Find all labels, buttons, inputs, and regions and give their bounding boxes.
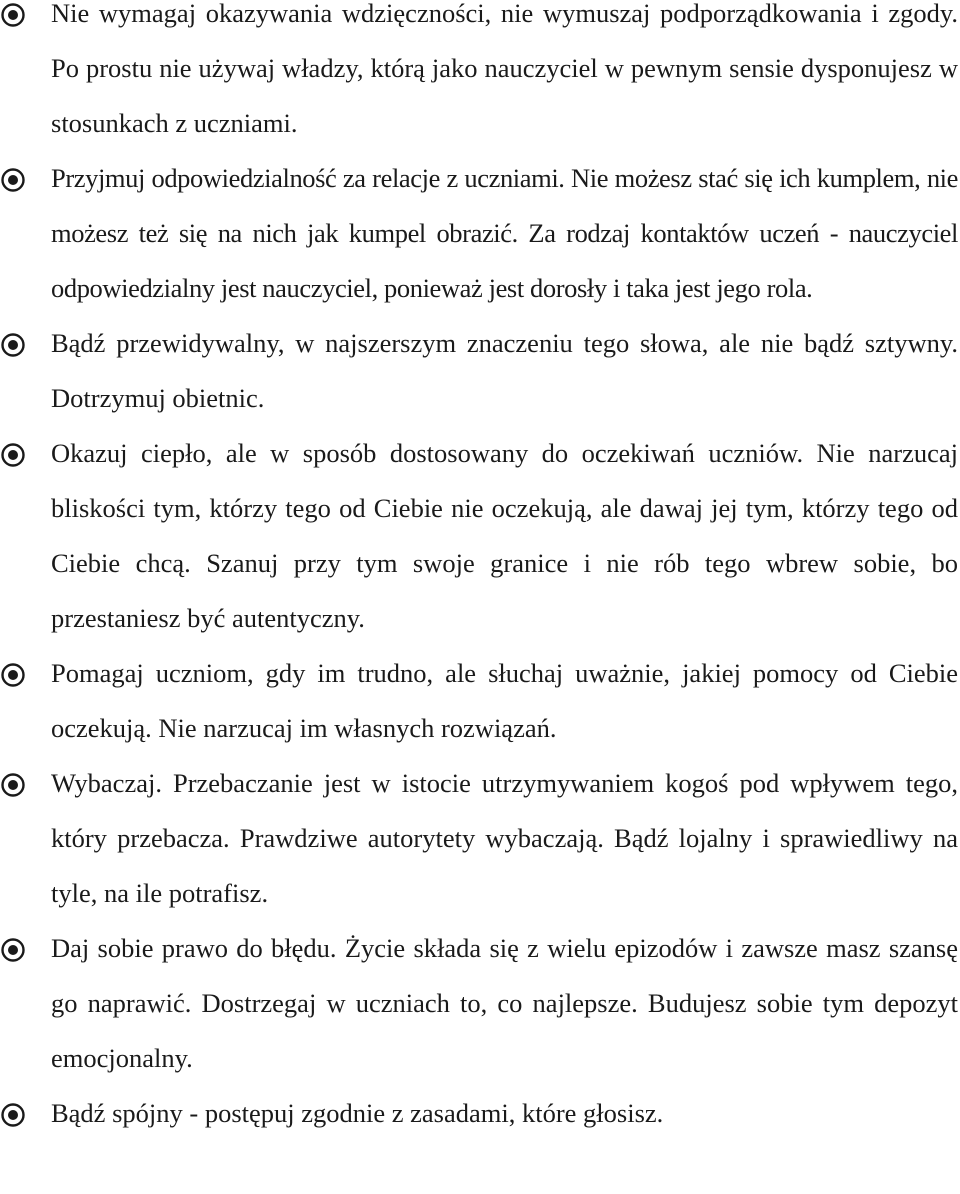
list-item-text: Okazuj ciepło, ale w sposób dostosowany do oczekiwań uczniów. Nie narzucaj bliskości tym, którzy tego od Ciebie nie oczekują, ale dawaj jej tym, którzy tego od Ciebie chcą. Szanuj przy tym swoje granice i nie rób tego wbrew sobie, bo przestaniesz być autentyczny.: [51, 438, 958, 633]
circled-dot-icon: [0, 772, 26, 798]
circled-dot-icon: [0, 442, 26, 468]
circled-dot-icon: [0, 332, 26, 358]
list-item: [0, 921, 958, 1086]
circled-dot-icon: [0, 937, 26, 963]
circled-dot-icon: [0, 662, 26, 688]
list-item-text: Bądź spójny - postępuj zgodnie z zasadami, które głosisz.: [51, 1098, 664, 1128]
circled-dot-icon: [0, 1102, 26, 1128]
list-item: [0, 426, 958, 646]
circled-dot-icon: [0, 2, 26, 28]
list-item-text: Daj sobie prawo do błędu. Życie składa się z wielu epizodów i zawsze masz szansę go naprawić. Dostrzegaj w uczniach to, co najlepsze. Budujesz sobie tym depozyt emocjonalny.: [51, 933, 958, 1073]
list-item: [0, 646, 958, 756]
list-item: [0, 316, 958, 426]
circled-dot-icon: [0, 167, 26, 193]
list-item-text: Nie wymagaj okazywania wdzięczności, nie wymuszaj podporządkowania i zgody. Po prostu nie używaj władzy, którą jako nauczyciel w pewnym sensie dysponujesz w stosunkach z uczniami.: [51, 0, 958, 138]
list-item: [0, 756, 958, 921]
list-item-text: Wybaczaj. Przebaczanie jest w istocie utrzymywaniem kogoś pod wpływem tego, który przebacza. Prawdziwe autorytety wybaczają. Bądź lojalny i sprawiedliwy na tyle, na ile potrafisz.: [51, 768, 958, 908]
list-item-text: Pomagaj uczniom, gdy im trudno, ale słuchaj uważnie, jakiej pomocy od Ciebie oczekują. Nie narzucaj im własnych rozwiązań.: [51, 658, 958, 743]
list-item-text: Bądź przewidywalny, w najszerszym znaczeniu tego słowa, ale nie bądź sztywny. Dotrzymuj obietnic.: [51, 328, 958, 413]
list-item: [0, 1086, 958, 1141]
list-item: [0, 0, 958, 151]
list-item: [0, 151, 958, 316]
list-item-text: Przyjmuj odpowiedzialność za relacje z uczniami. Nie możesz stać się ich kumplem, nie możesz też się na nich jak kumpel obrazić. Za rodzaj kontaktów uczeń - nauczyciel odpowiedzialny jest nauczyciel, ponieważ jest dorosły i taka jest jego rola.: [51, 163, 958, 303]
